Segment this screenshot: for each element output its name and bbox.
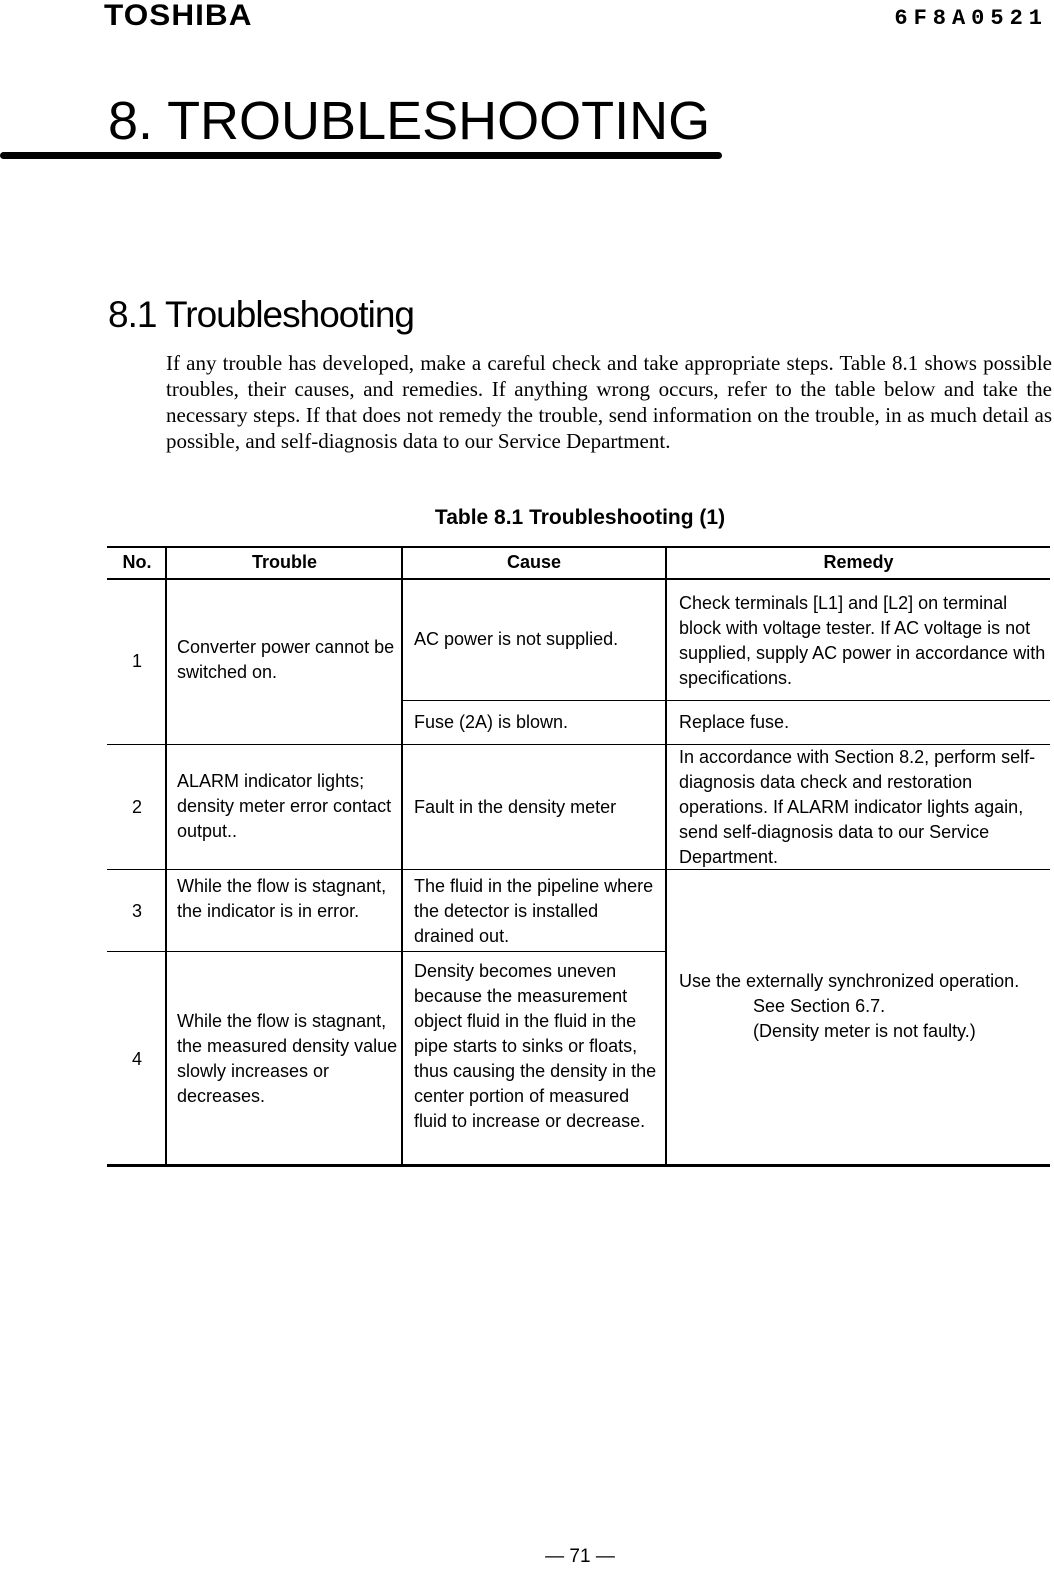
col-rule-2	[401, 546, 403, 1166]
row2-no: 2	[131, 797, 142, 817]
row3-bottom-rule	[107, 951, 667, 952]
col-rule-1	[165, 546, 167, 1166]
shared-remedy	[679, 969, 1049, 1044]
row3-cause: The fluid in the pipeline where the detector is installed drained out.	[414, 876, 654, 946]
document-number: 6F8A0521	[894, 6, 1048, 31]
table-bottom-rule	[107, 1164, 1050, 1167]
chapter-title: 8. TROUBLESHOOTING	[108, 91, 711, 151]
row3-no: 3	[131, 901, 142, 921]
row2-trouble: ALARM indicator lights; density meter error contact output..	[177, 771, 392, 841]
chapter-underline	[0, 152, 722, 159]
shared-remedy-main: Use the externally synchronized operation.	[679, 971, 1020, 991]
shared-remedy-ref: See Section 6.7.	[753, 996, 886, 1016]
header-no: No.	[122, 552, 152, 572]
shared-remedy-note: (Density meter is not faulty.)	[753, 1021, 976, 1041]
row1-remedy-b: Replace fuse.	[679, 712, 790, 732]
row1-remedy-a: Check terminals [L1] and [L2] on terminal block with voltage tester. If AC voltage is not supplied, supply AC power in accordance with specifications.	[679, 593, 1046, 688]
toshiba-logo: TOSHIBA	[104, 0, 253, 32]
row1-split-rule	[403, 700, 1050, 701]
row3-trouble: While the flow is stagnant, the indicator is in error.	[177, 876, 387, 921]
header-cause: Cause	[506, 552, 562, 572]
header-trouble: Trouble	[251, 552, 317, 572]
row4-trouble: While the flow is stagnant, the measured density value slowly increases or decreases.	[177, 1011, 398, 1106]
row2-remedy: In accordance with Section 8.2, perform self-diagnosis data check and restoration operations. If ALARM indicator lights again, send self-diagnosis data to our Service Department.	[679, 747, 1036, 867]
col-rule-3	[665, 546, 667, 1166]
row4-no: 4	[131, 1049, 142, 1069]
section-title: 8.1 Troubleshooting	[108, 294, 415, 335]
row2-cause: Fault in the density meter	[414, 797, 617, 817]
header-remedy: Remedy	[823, 552, 894, 572]
row1-trouble: Converter power cannot be switched on.	[177, 637, 395, 682]
intro-paragraph: If any trouble has developed, make a careful check and take appropriate steps. Table 8.1 shows possible troubles, their causes, and remedies. If anything wrong occurs, refer to the table below and take the necessary steps. If that does not remedy the trouble, send information on the trouble, in as much detail as possible, and self-diagnosis data to our Service Department.	[166, 351, 1052, 453]
page-number: — 71 —	[545, 1546, 615, 1567]
row1-no: 1	[131, 651, 142, 671]
table-caption: Table 8.1 Troubleshooting (1)	[434, 506, 726, 529]
troubleshooting-table	[107, 546, 1050, 1167]
row1-cause-b: Fuse (2A) is blown.	[414, 712, 569, 732]
row4-cause: Density becomes uneven because the measurement object fluid in the fluid in the pipe starts to sinks or floats, thus causing the density in the center portion of measured fluid to increase or decrease.	[414, 961, 657, 1131]
row1-cause-a: AC power is not supplied.	[414, 629, 619, 649]
